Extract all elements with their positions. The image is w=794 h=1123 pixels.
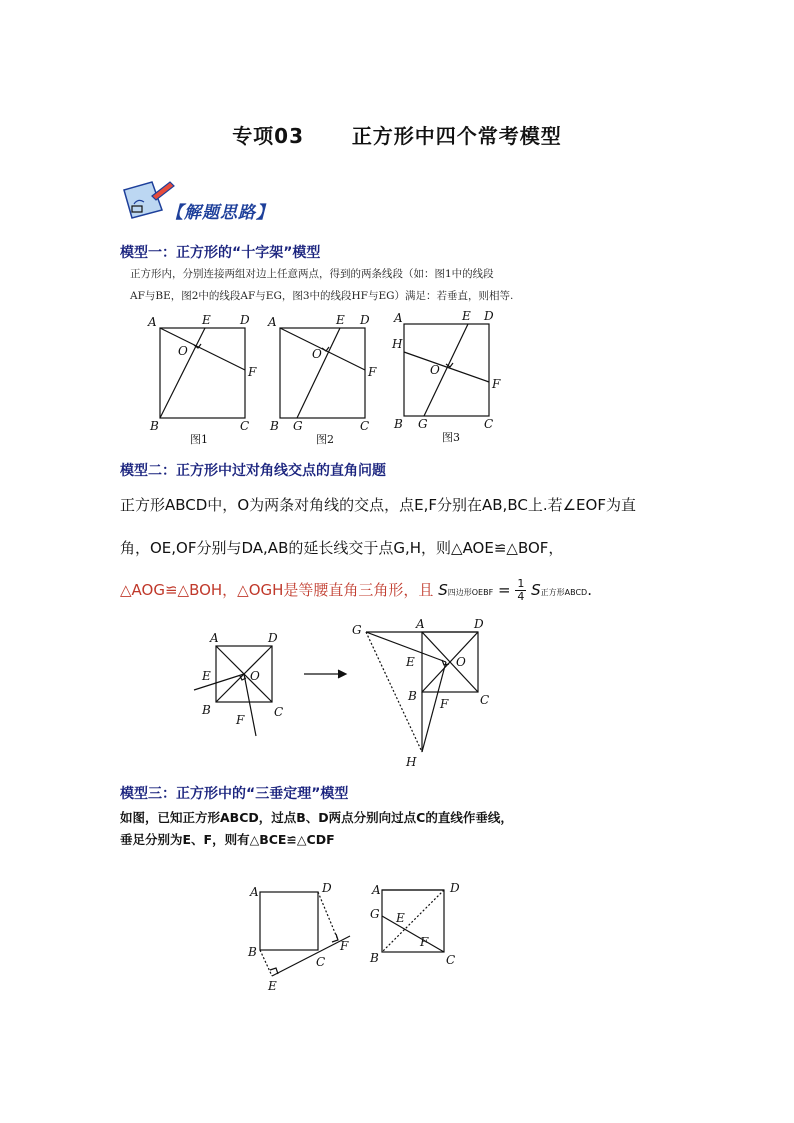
model2-line1: 正方形ABCD中，O为两条对角线的交点，点E,F分别在AB,BC上.若∠EOF为直: [120, 496, 636, 514]
equals-sign: =: [497, 581, 511, 599]
label-b: B: [370, 951, 379, 965]
model2-figure-right: [352, 618, 489, 769]
model1-line2: AF与BE，图2中的线段AF与EG，图3中的线段HF与EG）满足：若垂直，则相等.: [130, 290, 514, 302]
label-b: B: [394, 417, 403, 431]
model1-figures: [140, 308, 520, 450]
model2-figures: [180, 618, 510, 778]
model1-line1: 正方形内，分别连接两组对边上任意两点，得到的两条线段（如：图1中的线段: [130, 268, 494, 280]
label-a: A: [394, 311, 403, 325]
caption-fig1: 图1: [190, 433, 208, 446]
label-o: O: [456, 655, 466, 669]
label-c: C: [446, 953, 456, 967]
label-c: C: [480, 693, 490, 707]
model2-figure-left: [194, 631, 283, 736]
label-c: C: [274, 705, 284, 719]
label-e: E: [202, 313, 211, 327]
fraction-denominator: 4: [517, 590, 525, 603]
label-a: A: [210, 631, 219, 645]
caption-fig2: 图2: [316, 433, 334, 446]
label-g: G: [352, 623, 362, 637]
label-f: F: [340, 939, 349, 953]
fraction-numerator: 1: [517, 577, 525, 590]
model2-heading: 模型二：正方形中过对角线交点的直角问题: [120, 463, 386, 479]
label-d: D: [450, 881, 460, 895]
label-o: O: [430, 363, 440, 377]
label-c: C: [484, 417, 494, 431]
area-s-left-sub: 四边形OEBF: [447, 588, 494, 597]
label-d: D: [268, 631, 278, 645]
model3-heading: 模型三：正方形中的“三垂定理”模型: [120, 786, 349, 802]
label-g: G: [370, 907, 380, 921]
caption-fig3: 图3: [442, 431, 460, 444]
label-e: E: [462, 309, 471, 323]
label-f: F: [248, 365, 257, 379]
label-d: D: [240, 313, 250, 327]
label-b: B: [202, 703, 211, 717]
area-s-left: S: [438, 581, 448, 599]
label-a: A: [372, 883, 381, 897]
arrow-right-icon: [304, 670, 346, 678]
label-e: E: [202, 669, 211, 683]
label-f: F: [440, 697, 449, 711]
label-b: B: [248, 945, 257, 959]
label-e: E: [268, 979, 277, 993]
label-b: B: [270, 419, 279, 433]
label-g: G: [418, 417, 428, 431]
figure-1: [147, 313, 257, 446]
period: .: [587, 581, 593, 599]
label-c: C: [360, 419, 370, 433]
label-o: O: [250, 669, 260, 683]
label-g: G: [293, 419, 303, 433]
model3-figure-right: [369, 881, 460, 967]
figure-2: [267, 313, 377, 446]
model3-line2: 垂足分别为E、F，则有△BCE≌△CDF: [120, 832, 335, 847]
label-c: C: [240, 419, 250, 433]
label-f: F: [492, 377, 501, 391]
area-s-right: S: [531, 581, 541, 599]
model2-line3: [120, 578, 592, 603]
label-f: F: [236, 713, 245, 727]
model3-figures: [240, 876, 480, 996]
label-h: H: [406, 755, 417, 769]
label-c: C: [316, 955, 326, 969]
label-f: F: [368, 365, 377, 379]
label-e: E: [406, 655, 415, 669]
badge-label: 【解题思路】: [166, 203, 274, 223]
page-title: [0, 120, 794, 149]
figure-3: [391, 309, 501, 444]
fraction: [515, 578, 526, 603]
label-a: A: [268, 315, 277, 329]
label-a: A: [416, 618, 425, 631]
model3-line1: 如图，已知正方形ABCD，过点B、D两点分别向过点C的直线作垂线，: [120, 810, 513, 825]
label-o: O: [178, 344, 188, 358]
model1-heading: 模型一：正方形的“十字架”模型: [120, 245, 321, 261]
label-h: H: [392, 337, 403, 351]
model3-figure-left: [247, 881, 350, 993]
label-d: D: [484, 309, 494, 323]
label-b: B: [150, 419, 159, 433]
label-e: E: [336, 313, 345, 327]
title-left: 专项03: [232, 124, 305, 148]
label-o: O: [312, 347, 322, 361]
label-a: A: [148, 315, 157, 329]
label-d: D: [360, 313, 370, 327]
label-b: B: [408, 689, 417, 703]
label-e: E: [396, 911, 405, 925]
model2-line2: 角，OE,OF分别与DA,AB的延长线交于点G,H，则△AOE≌△BOF，: [120, 539, 564, 557]
label-d: D: [322, 881, 332, 895]
model2-line3-text: △AOG≌△BOH，△OGH是等腰直角三角形，且: [120, 581, 434, 599]
label-f: F: [420, 935, 429, 949]
title-right: 正方形中四个常考模型: [351, 124, 562, 148]
label-a: A: [250, 885, 259, 899]
label-d: D: [474, 618, 484, 631]
area-s-right-sub: 正方形ABCD: [540, 588, 588, 597]
